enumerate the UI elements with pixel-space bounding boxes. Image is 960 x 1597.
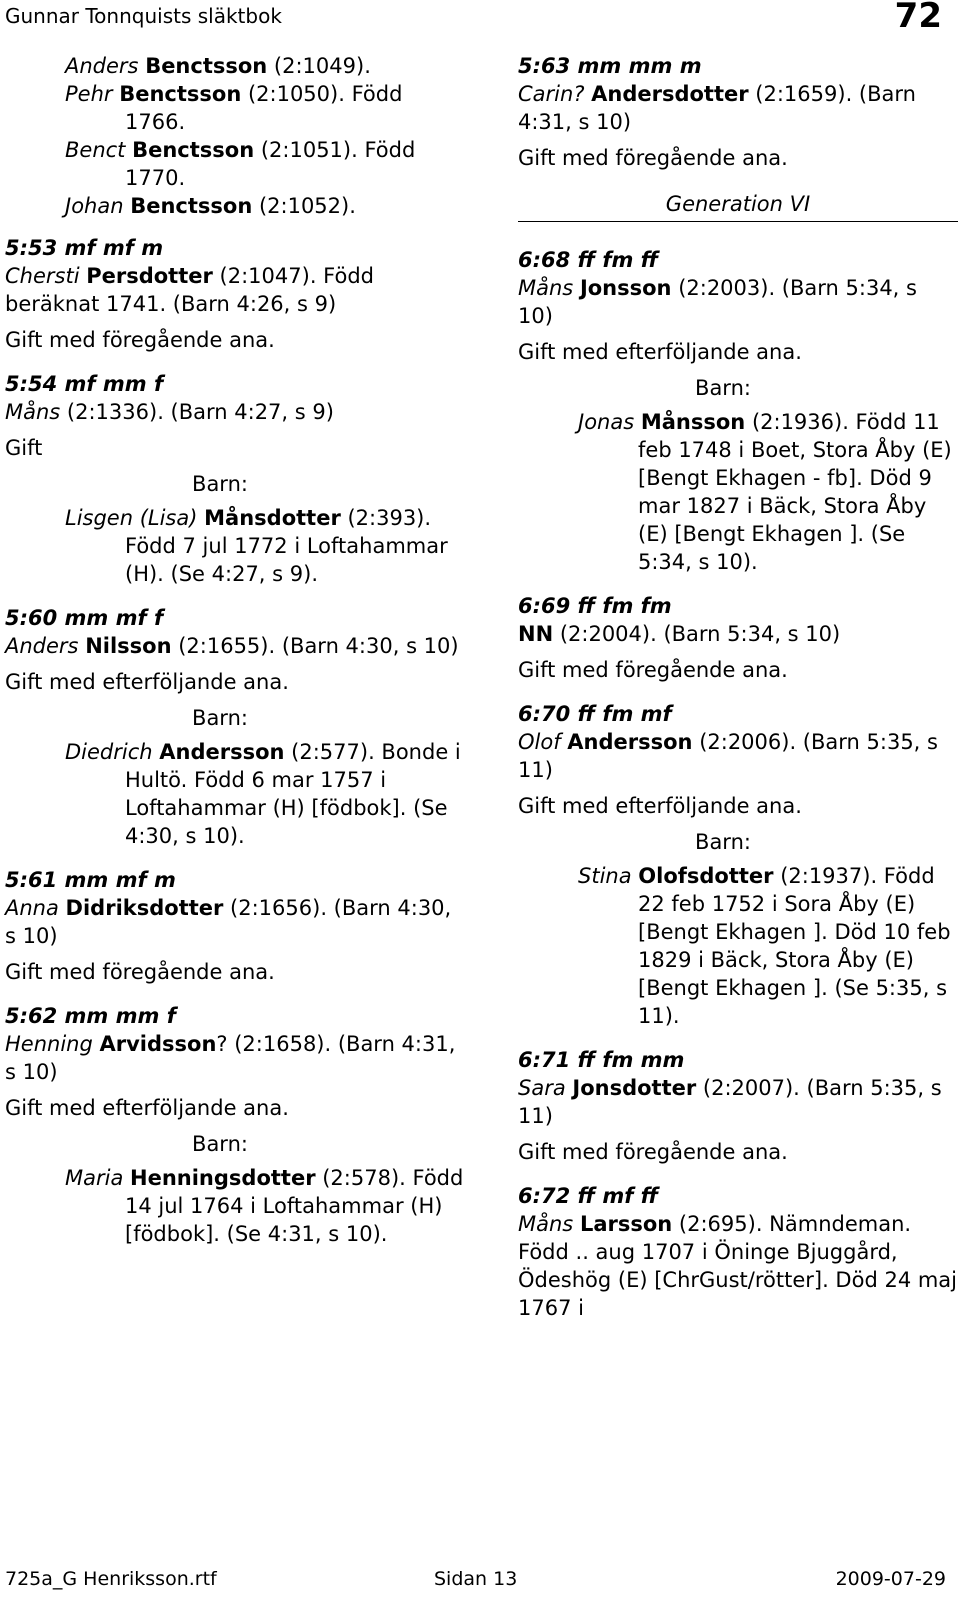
ancestor-entry	[518, 592, 958, 684]
marriage-note: Gift med föregående ana.	[5, 328, 275, 352]
child-entry: Stina Olofsdotter (2:1937). Född 22 feb 1752 i Sora Åby (E) [Bengt Ekhagen ]. Död 10 feb 1829 i Bäck, Stora Åby (E) [Bengt Ekhagen ]. (Se 5:35, s 11).	[578, 864, 951, 1028]
children-label: Barn:	[192, 1132, 248, 1156]
child-entry: Diedrich Andersson (2:577). Bonde i Hultö. Född 6 mar 1757 i Loftahammar (H) [födbok]. (Se 4:30, s 10).	[65, 740, 461, 848]
ancestor-entry	[5, 866, 465, 986]
ancestor-entry	[518, 246, 958, 576]
entry-code: 5:62 mm mm f	[5, 1004, 176, 1028]
footer-filename: 725a_G Henriksson.rtf	[5, 1568, 217, 1590]
entry-person: Henning Arvidsson? (2:1658). (Barn 4:31, s 10)	[5, 1032, 456, 1084]
entry-code: 5:54 mf mm f	[5, 372, 164, 396]
generation-divider	[518, 221, 958, 222]
book-title: Gunnar Tonnquists släktbok	[5, 4, 282, 28]
ancestor-entry	[518, 1182, 958, 1322]
entry-person: Sara Jonsdotter (2:2007). (Barn 5:35, s 11)	[518, 1076, 942, 1128]
page-number: 72	[894, 0, 942, 36]
footer-date: 2009-07-29	[835, 1568, 946, 1590]
entry-person: Måns Larsson (2:695). Nämndeman. Född .. aug 1707 i Öninge Bjuggård, Ödeshög (E) [ChrGust/rötter]. Död 24 maj 1767 i	[518, 1212, 958, 1320]
ancestor-entry	[5, 604, 465, 850]
marriage-note: Gift med föregående ana.	[518, 1140, 788, 1164]
entry-person: Måns Jonsson (2:2003). (Barn 5:34, s 10)	[518, 276, 917, 328]
entry-person: Olof Andersson (2:2006). (Barn 5:35, s 11)	[518, 730, 938, 782]
entry-code: 5:60 mm mf f	[5, 606, 164, 630]
entry-code: 6:68 ff fm ff	[518, 248, 659, 272]
entry-person: Måns (2:1336). (Barn 4:27, s 9)	[5, 400, 334, 424]
ancestor-entry	[518, 52, 958, 172]
child-entry: Jonas Månsson (2:1936). Född 11 feb 1748 i Boet, Stora Åby (E) [Bengt Ekhagen - fb]. Död 9 mar 1827 i Bäck, Stora Åby (E) [Bengt Ekhagen ]. (Se 5:34, s 10).	[578, 410, 952, 574]
children-label: Barn:	[695, 376, 751, 400]
entry-person: Chersti Persdotter (2:1047). Född beräknat 1741. (Barn 4:26, s 9)	[5, 264, 375, 316]
marriage-note: Gift med efterföljande ana.	[5, 670, 289, 694]
entry-code: 6:72 ff mf ff	[518, 1184, 659, 1208]
child-entry: Pehr Benctsson (2:1050). Född 1766.	[65, 82, 403, 134]
entry-code: 6:70 ff fm mf	[518, 702, 672, 726]
entry-code: 6:69 ff fm fm	[518, 594, 672, 618]
children-label: Barn:	[695, 830, 751, 854]
intro-children	[5, 52, 465, 220]
entry-person: Anna Didriksdotter (2:1656). (Barn 4:30, s 10)	[5, 896, 452, 948]
marriage-note: Gift med efterföljande ana.	[5, 1096, 289, 1120]
marriage-note: Gift	[5, 436, 43, 460]
marriage-note: Gift med föregående ana.	[5, 960, 275, 984]
entry-code: 5:63 mm mm m	[518, 54, 702, 78]
generation-heading-text: Generation VI	[665, 192, 811, 216]
children-label: Barn:	[192, 472, 248, 496]
entry-person: Carin? Andersdotter (2:1659). (Barn 4:31, s 10)	[518, 82, 916, 134]
child-entry: Johan Benctsson (2:1052).	[65, 194, 356, 218]
ancestor-entry	[518, 700, 958, 1030]
ancestor-entry	[5, 234, 465, 354]
entry-person: Anders Nilsson (2:1655). (Barn 4:30, s 10)	[5, 634, 459, 658]
footer-page: Sidan 13	[434, 1568, 518, 1590]
entry-code: 6:71 ff fm mm	[518, 1048, 685, 1072]
child-entry: Maria Henningsdotter (2:578). Född 14 jul 1764 i Loftahammar (H) [födbok]. (Se 4:31, s 10).	[65, 1166, 464, 1246]
child-entry: Anders Benctsson (2:1049).	[65, 54, 371, 78]
marriage-note: Gift med efterföljande ana.	[518, 340, 802, 364]
entry-code: 5:61 mm mf m	[5, 868, 176, 892]
ancestor-entry	[5, 370, 465, 588]
marriage-note: Gift med efterföljande ana.	[518, 794, 802, 818]
children-label: Barn:	[192, 706, 248, 730]
entry-person: NN (2:2004). (Barn 5:34, s 10)	[518, 622, 841, 646]
ancestor-entry	[5, 1002, 465, 1248]
generation-heading	[518, 190, 958, 218]
right-column	[518, 52, 958, 1322]
entry-code: 5:53 mf mf m	[5, 236, 164, 260]
child-entry: Lisgen (Lisa) Månsdotter (2:393). Född 7 jul 1772 i Loftahammar (H). (Se 4:27, s 9).	[65, 506, 448, 586]
child-entry: Benct Benctsson (2:1051). Född 1770.	[65, 138, 416, 190]
marriage-note: Gift med föregående ana.	[518, 146, 788, 170]
marriage-note: Gift med föregående ana.	[518, 658, 788, 682]
ancestor-entry	[518, 1046, 958, 1166]
left-column	[5, 52, 465, 1248]
